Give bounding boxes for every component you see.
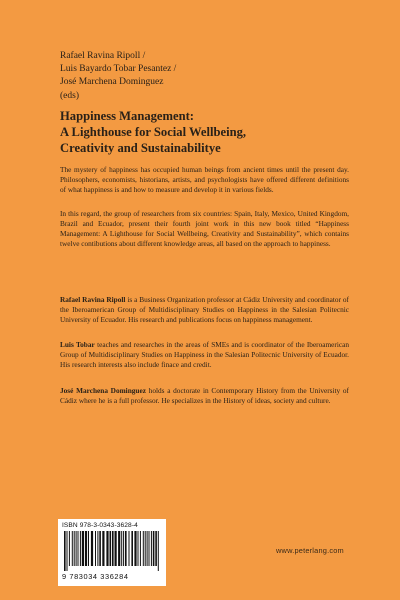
barcode-bar	[153, 531, 155, 566]
editor-line: Rafael Ravina Ripoll /	[60, 51, 146, 61]
barcode-bar	[123, 531, 124, 566]
bio-name: Rafael Ravina Ripoll	[60, 295, 126, 304]
barcode-bar	[129, 531, 130, 566]
barcode-bar	[131, 531, 133, 566]
barcode-bar	[74, 531, 75, 566]
editors-block	[60, 50, 176, 103]
barcode-bar	[147, 531, 148, 566]
barcode-bars	[62, 531, 162, 571]
barcode-bar	[110, 531, 112, 566]
barcode-bar	[125, 531, 127, 566]
barcode-bar	[78, 531, 79, 566]
barcode-bar	[121, 531, 122, 566]
title-line: Creativity and Sustainabilitye	[60, 141, 221, 155]
barcode-bar	[118, 531, 120, 566]
bio-text: holds a doctorate in Contemporary History from the University of Cádiz where he is a full professor. He specializes in the History of ideas, society and culture.	[60, 386, 349, 405]
barcode-bar	[151, 531, 152, 566]
barcode-bar	[95, 531, 96, 566]
bio-luis-tobar	[60, 340, 349, 370]
barcode-bar	[67, 531, 68, 571]
book-title	[60, 108, 360, 156]
barcode-bar	[82, 531, 84, 566]
barcode-bar	[97, 531, 98, 566]
barcode-bar	[76, 531, 77, 566]
editor-role: (eds)	[60, 90, 79, 101]
bio-rafael-ravina-ripoll	[60, 295, 349, 325]
barcode-bar	[140, 531, 141, 566]
blurb-text: The mystery of happiness has occupied human beings from ancient times until the present day. Philosophers, economists, historians, artists, and psychologists have offered different definitions of what happiness is and how to measure and develop it in various fields.	[60, 165, 349, 194]
barcode-bar	[102, 531, 104, 566]
barcode-bar	[138, 531, 139, 566]
barcode-bar	[99, 531, 101, 566]
bio-name: José Marchena Dominguez	[60, 386, 146, 395]
barcode-bar	[149, 531, 150, 566]
barcode-bar	[112, 531, 114, 566]
bio-text: is a Business Organization professor at Cádiz University and coordinator of the Iberoamerican Group of Multidisciplinary Studies on Happiness in the Salesian Politecnic University of Ecuador. His research and publications focus on happiness management.	[60, 295, 349, 324]
blurb-text: In this regard, the group of researchers from six countries: Spain, Italy, Mexico, United Kingdom, Brazil and Ecuador, present their fourth joint work in this new book titled “Happiness Management: A Lighthouse for Social Wellbeing, Creativity and Sustainability”, which contains twelve contibutions about different knowledge areas, all based on the approach to happiness.	[60, 209, 349, 248]
bio-jose-marchena-dominguez	[60, 386, 349, 406]
barcode-bar	[145, 531, 146, 566]
title-line: A Lighthouse for Social Wellbeing,	[60, 125, 247, 139]
isbn-barcode	[58, 519, 166, 586]
isbn-label: ISBN 978-3-0343-3628-4	[62, 522, 138, 529]
barcode-bar	[64, 531, 66, 571]
barcode-bar	[158, 531, 159, 571]
barcode-bar	[69, 531, 70, 566]
barcode-bar	[115, 531, 117, 566]
barcode-bar	[106, 531, 108, 566]
blurb-paragraph-1	[60, 165, 349, 195]
barcode-bar	[85, 531, 87, 566]
barcode-bar	[80, 531, 81, 566]
bio-text: teaches and researches in the areas of SMEs and is coordinator of the Iberoamerican Group of Multidisciplinary Studies on Happiness in the Salesian Politecnic University of Ecuador. His research interests also include finace and credit.	[60, 340, 350, 369]
publisher-website: www.peterlang.com	[276, 546, 344, 555]
barcode-bar	[143, 531, 144, 566]
barcode-bar	[134, 531, 136, 566]
blurb-paragraph-2	[60, 209, 349, 249]
editor-line: José Marchena Dominguez	[60, 77, 164, 88]
barcode-bar	[88, 531, 89, 566]
barcode-bar	[91, 531, 93, 566]
barcode-bar	[155, 531, 157, 566]
title-line: Happiness Management:	[60, 109, 194, 123]
barcode-bar	[72, 531, 73, 566]
editor-line: Luis Bayardo Tobar Pesantez /	[60, 64, 177, 75]
bio-name: Luis Tobar	[60, 340, 95, 349]
barcode-digits: 9 783034 336284	[62, 572, 129, 581]
